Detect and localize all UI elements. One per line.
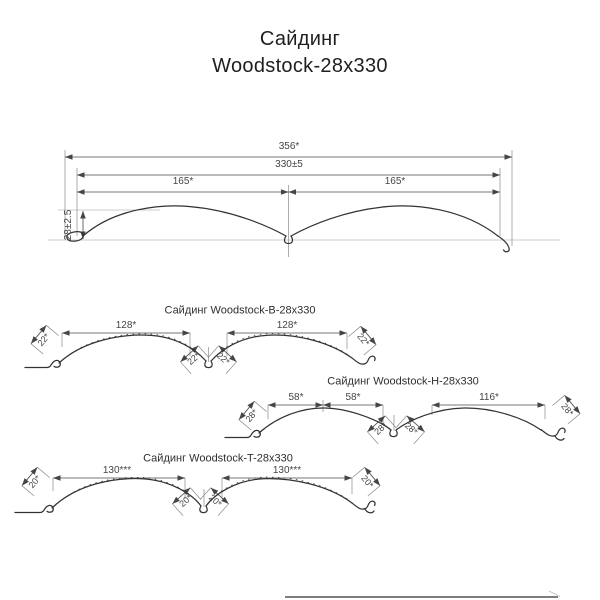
profile-b-dim-end-right: 22* [355,331,372,349]
profile-t-dim-arc-right: 130*** [272,465,302,476]
profile-h-dim-seg-mid: 58* [345,392,361,403]
profile-b-dim-arc-left: 128* [115,320,137,331]
profile-b-drawing [25,325,376,373]
dim-overall-label: 356* [278,141,300,152]
profile-h-dim-end-right: 28* [559,401,576,419]
dim-half-right-label: 165* [384,176,406,187]
main-right-hook [498,236,509,252]
dim-width-label: 330±5 [275,159,303,170]
profile-t-dim-end-right: 20* [359,473,376,491]
profile-t-dim-end-left: 20* [26,473,43,491]
page-title-line1: Сайдинг [259,28,341,50]
main-arc-right [291,206,498,236]
profile-h-drawing [225,392,580,443]
profile-t-dim-center-right: 20* [206,492,224,509]
page-title-line2: Woodstock-28x330 [212,55,388,77]
profile-t-title: Сайдинг Woodstock-T-28x330 [143,452,293,465]
profile-h-dim-arc-right: 116* [479,392,499,403]
profile-h-title: Сайдинг Woodstock-H-28x330 [327,375,479,388]
profile-h-dim-center-left: 28* [372,420,390,437]
profile-t-dim-arc-left: 130*** [102,465,132,476]
profile-b-dim-end-left: 22* [35,331,52,349]
dim-height-label: 28±2.5 [63,209,74,241]
profile-h-dim-seg-left: 58* [288,392,304,403]
profile-h-dim-center-right: 28* [402,420,420,437]
profile-b-dim-center-right: 22* [214,350,232,367]
profile-b-dim-arc-right: 128* [276,320,298,331]
main-section-drawing [48,150,560,257]
profile-t-dim-center-left: 20* [177,492,195,509]
profile-b-title: Сайдинг Woodstock-B-28x330 [164,304,316,317]
profile-b-dim-center-left: 22* [185,350,203,367]
profile-h-dim-end-left: 28* [243,407,260,425]
profile-t-drawing [15,467,380,515]
dim-half-left-label: 165* [172,176,194,187]
